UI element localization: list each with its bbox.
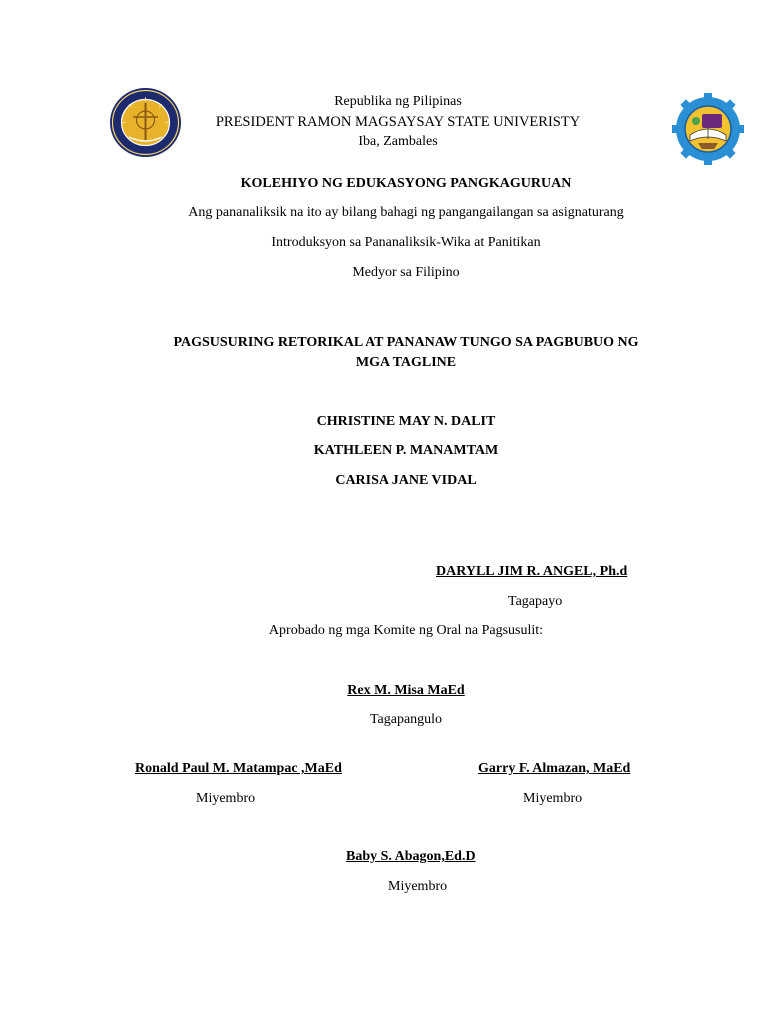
- thesis-title-line-1: PAGSUSURING RETORIKAL AT PANANAW TUNGO SA PAGBUBUO NG: [173, 335, 639, 350]
- committee-member-name: Garry F. Almazan, MaEd: [478, 761, 631, 776]
- college-name: KOLEHIYO NG EDUKASYONG PANGKAGURUAN: [240, 176, 572, 191]
- republic-line: Republika ng Pilipinas: [334, 94, 462, 109]
- thesis-title-line-2: MGA TAGLINE: [355, 355, 457, 370]
- purpose-line: Ang pananaliksik na ito ay bilang bahagi ng pangangailangan sa asignaturang: [188, 205, 624, 220]
- committee-member-name: Baby S. Abagon,Ed.D: [346, 849, 476, 864]
- author-name: CHRISTINE MAY N. DALIT: [316, 414, 496, 429]
- university-name: PRESIDENT RAMON MAGSAYSAY STATE UNIVERISTY: [215, 114, 581, 130]
- location-line: Iba, Zambales: [358, 134, 438, 149]
- committee-member-role: Miyembro: [196, 791, 256, 806]
- committee-chair-name: Rex M. Misa MaEd: [347, 683, 465, 698]
- author-name: CARISA JANE VIDAL: [335, 473, 477, 488]
- committee-member-role: Miyembro: [388, 879, 448, 894]
- committee-chair-role: Tagapangulo: [369, 712, 443, 727]
- committee-member-role: Miyembro: [523, 791, 583, 806]
- adviser-name: DARYLL JIM R. ANGEL, Ph.d: [436, 564, 628, 579]
- author-name: KATHLEEN P. MANAMTAM: [313, 443, 499, 458]
- adviser-role: Tagapayo: [508, 594, 563, 609]
- committee-member-name: Ronald Paul M. Matampac ,MaEd: [135, 761, 342, 776]
- major-line: Medyor sa Filipino: [352, 265, 460, 280]
- approval-line: Aprobado ng mga Komite ng Oral na Pagsusulit:: [268, 623, 544, 638]
- course-line: Introduksyon sa Pananaliksik-Wika at Panitikan: [271, 235, 541, 250]
